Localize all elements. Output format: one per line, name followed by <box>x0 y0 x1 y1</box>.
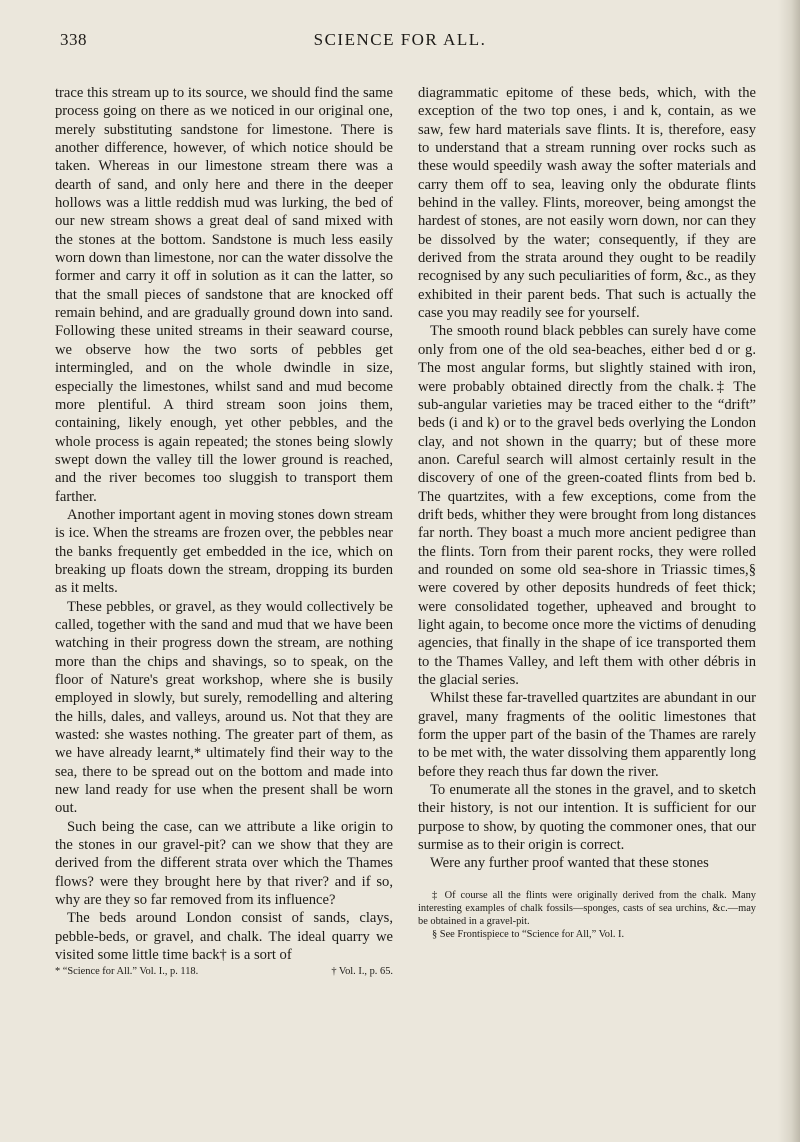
left-paragraph-3: These pebbles, or gravel, as they would collectively be called, together with the sand and mud that we have been watching in their progress down the stream, are nothing more than the chips and shavings, so to speak, on the floor of Nature's great workshop, where she is busily employed in slowly, but surely, remodelling and altering the hills, dales, and valleys, around us. Not that they are wasted: she wastes nothing. The greater part of them, as we have already learnt,* ultimately find their way to the sea, there to be spread out on the bottom and made into new land ready for use when the present shall be worn out. <box>55 598 393 817</box>
left-footnotes <box>55 965 393 978</box>
right-column <box>418 84 756 941</box>
footnote-double-dagger: ‡ Of course all the flints were originally derived from the chalk. Many interesting examples of chalk fossils—sponges, casts of sea urchins, &c.—may be obtained in a gravel-pit. <box>418 889 756 927</box>
right-paragraph-1: diagrammatic epitome of these beds, which, with the exception of the two top ones, i and k, contain, as we saw, few hard materials save flints. It is, therefore, easy to understand that a stream running over rocks such as these would speedily wash away the softer materials and carry them off to sea, leaving only the obdurate flints behind in the valley. Flints, moreover, being amongst the hardest of stones, are not easily worn down, nor can they be dissolved by the water; consequently, if they are derived from the strata around they ought to be readily recognised by any such peculiarities of form, &c., as they exhibited in their parent beds. That such is actually the case you may readily see for yourself. <box>418 85 756 322</box>
right-paragraph-4: To enumerate all the stones in the gravel, and to sketch their history, is not our intention. It is sufficient for our purpose to show, by quoting the commoner ones, that our surmise as to their origin is correct. <box>418 782 756 854</box>
footnote-asterisk: * “Science for All.” Vol. I., p. 118. <box>55 965 199 977</box>
left-paragraph-5: The beds around London consist of sands, clays, pebble-beds, or gravel, and chalk. The ideal quarry we visited some little time back† is a sort of <box>55 910 393 964</box>
running-header <box>60 30 760 54</box>
page-number: 338 <box>60 30 87 49</box>
left-paragraph-4: Such being the case, can we attribute a like origin to the stones in our gravel-pit? can we show that they are derived from the different strata over which the Thames flows? were they brought here by that river? and if so, why are they so far removed from its influence? <box>55 818 393 909</box>
left-paragraph-2: Another important agent in moving stones down stream is ice. When the streams are frozen over, the pebbles near the banks frequently get embedded in the ice, which on breaking up floats down the stream, dropping its burden as it melts. <box>55 506 393 597</box>
right-paragraph-3: Whilst these far-travelled quartzites are abundant in our gravel, many fragments of the oolitic limestones that form the upper part of the basin of the Thames are rarely to be met with, the water dissolving them apparently long before they reach thus far down the river. <box>418 690 756 780</box>
right-footnotes <box>418 889 756 941</box>
left-column <box>55 84 393 978</box>
running-title: SCIENCE FOR ALL. <box>313 30 487 49</box>
footnote-section: § See Frontispiece to “Science for All,” Vol. I. <box>432 928 625 940</box>
right-paragraph-2: The smooth round black pebbles can surely have come only from one of the old sea-beaches, either bed d or g. The most angular forms, but slightly stained with iron, were probably obtained directly from the chalk.‡ The sub-angular varieties may be traced either to the “drift” beds (i and k) or to the gravel beds overlying the London clay, and not shown in the quarry; but of these more anon. Careful search will almost certainly result in the discovery of one of the green-coated flints from bed b. The quartzites, with a few exceptions, come from the drift beds, whither they were brought from long distances far north. They boast a much more ancient pedigree than the flints. Torn from their parent rocks, they were rolled and rounded on some old sea-shore in Triassic times,§ were covered by other deposits hundreds of feet thick; were consolidated together, upheaved and brought to light again, to become once more the victims of denuding agencies, that finally in the shape of ice transported them to the Thames Valley, and left them with other débris in the glacial series. <box>418 323 756 688</box>
left-paragraph-1: trace this stream up to its source, we should find the same process going on there as we noticed in our original one, merely substituting sandstone for limestone. There is another difference, however, of which notice should be taken. Whereas in our limestone stream there was a dearth of sand, and only here and there in the deeper hollows was a little reddish mud was lurking, the bed of our new stream shows a great deal of sand mixed with the stones at the bottom. Sandstone is much less easily worn down than limestone, nor can the water dissolve the former and carry it off in solution as it can the latter, so that the small pieces of sandstone that are knocked off remain behind, and are gradually ground down into sand. Following these united streams in their seaward course, we observe how the two sorts of pebbles get intermingled, and on the whole dwindle in size, especially the limestones, whilst sand and mud become more plentiful. A third stream soon joins them, containing, likely enough, yet other pebbles, and the whole process is again repeated; the stones being slowly swept down the valley till the lower ground is reached, and the river becomes too sluggish to transport them farther. <box>55 85 393 505</box>
right-paragraph-5: Were any further proof wanted that these stones <box>430 855 709 872</box>
page-edge-shadow <box>778 0 800 1142</box>
footnote-dagger: † Vol. I., p. 65. <box>331 965 393 977</box>
